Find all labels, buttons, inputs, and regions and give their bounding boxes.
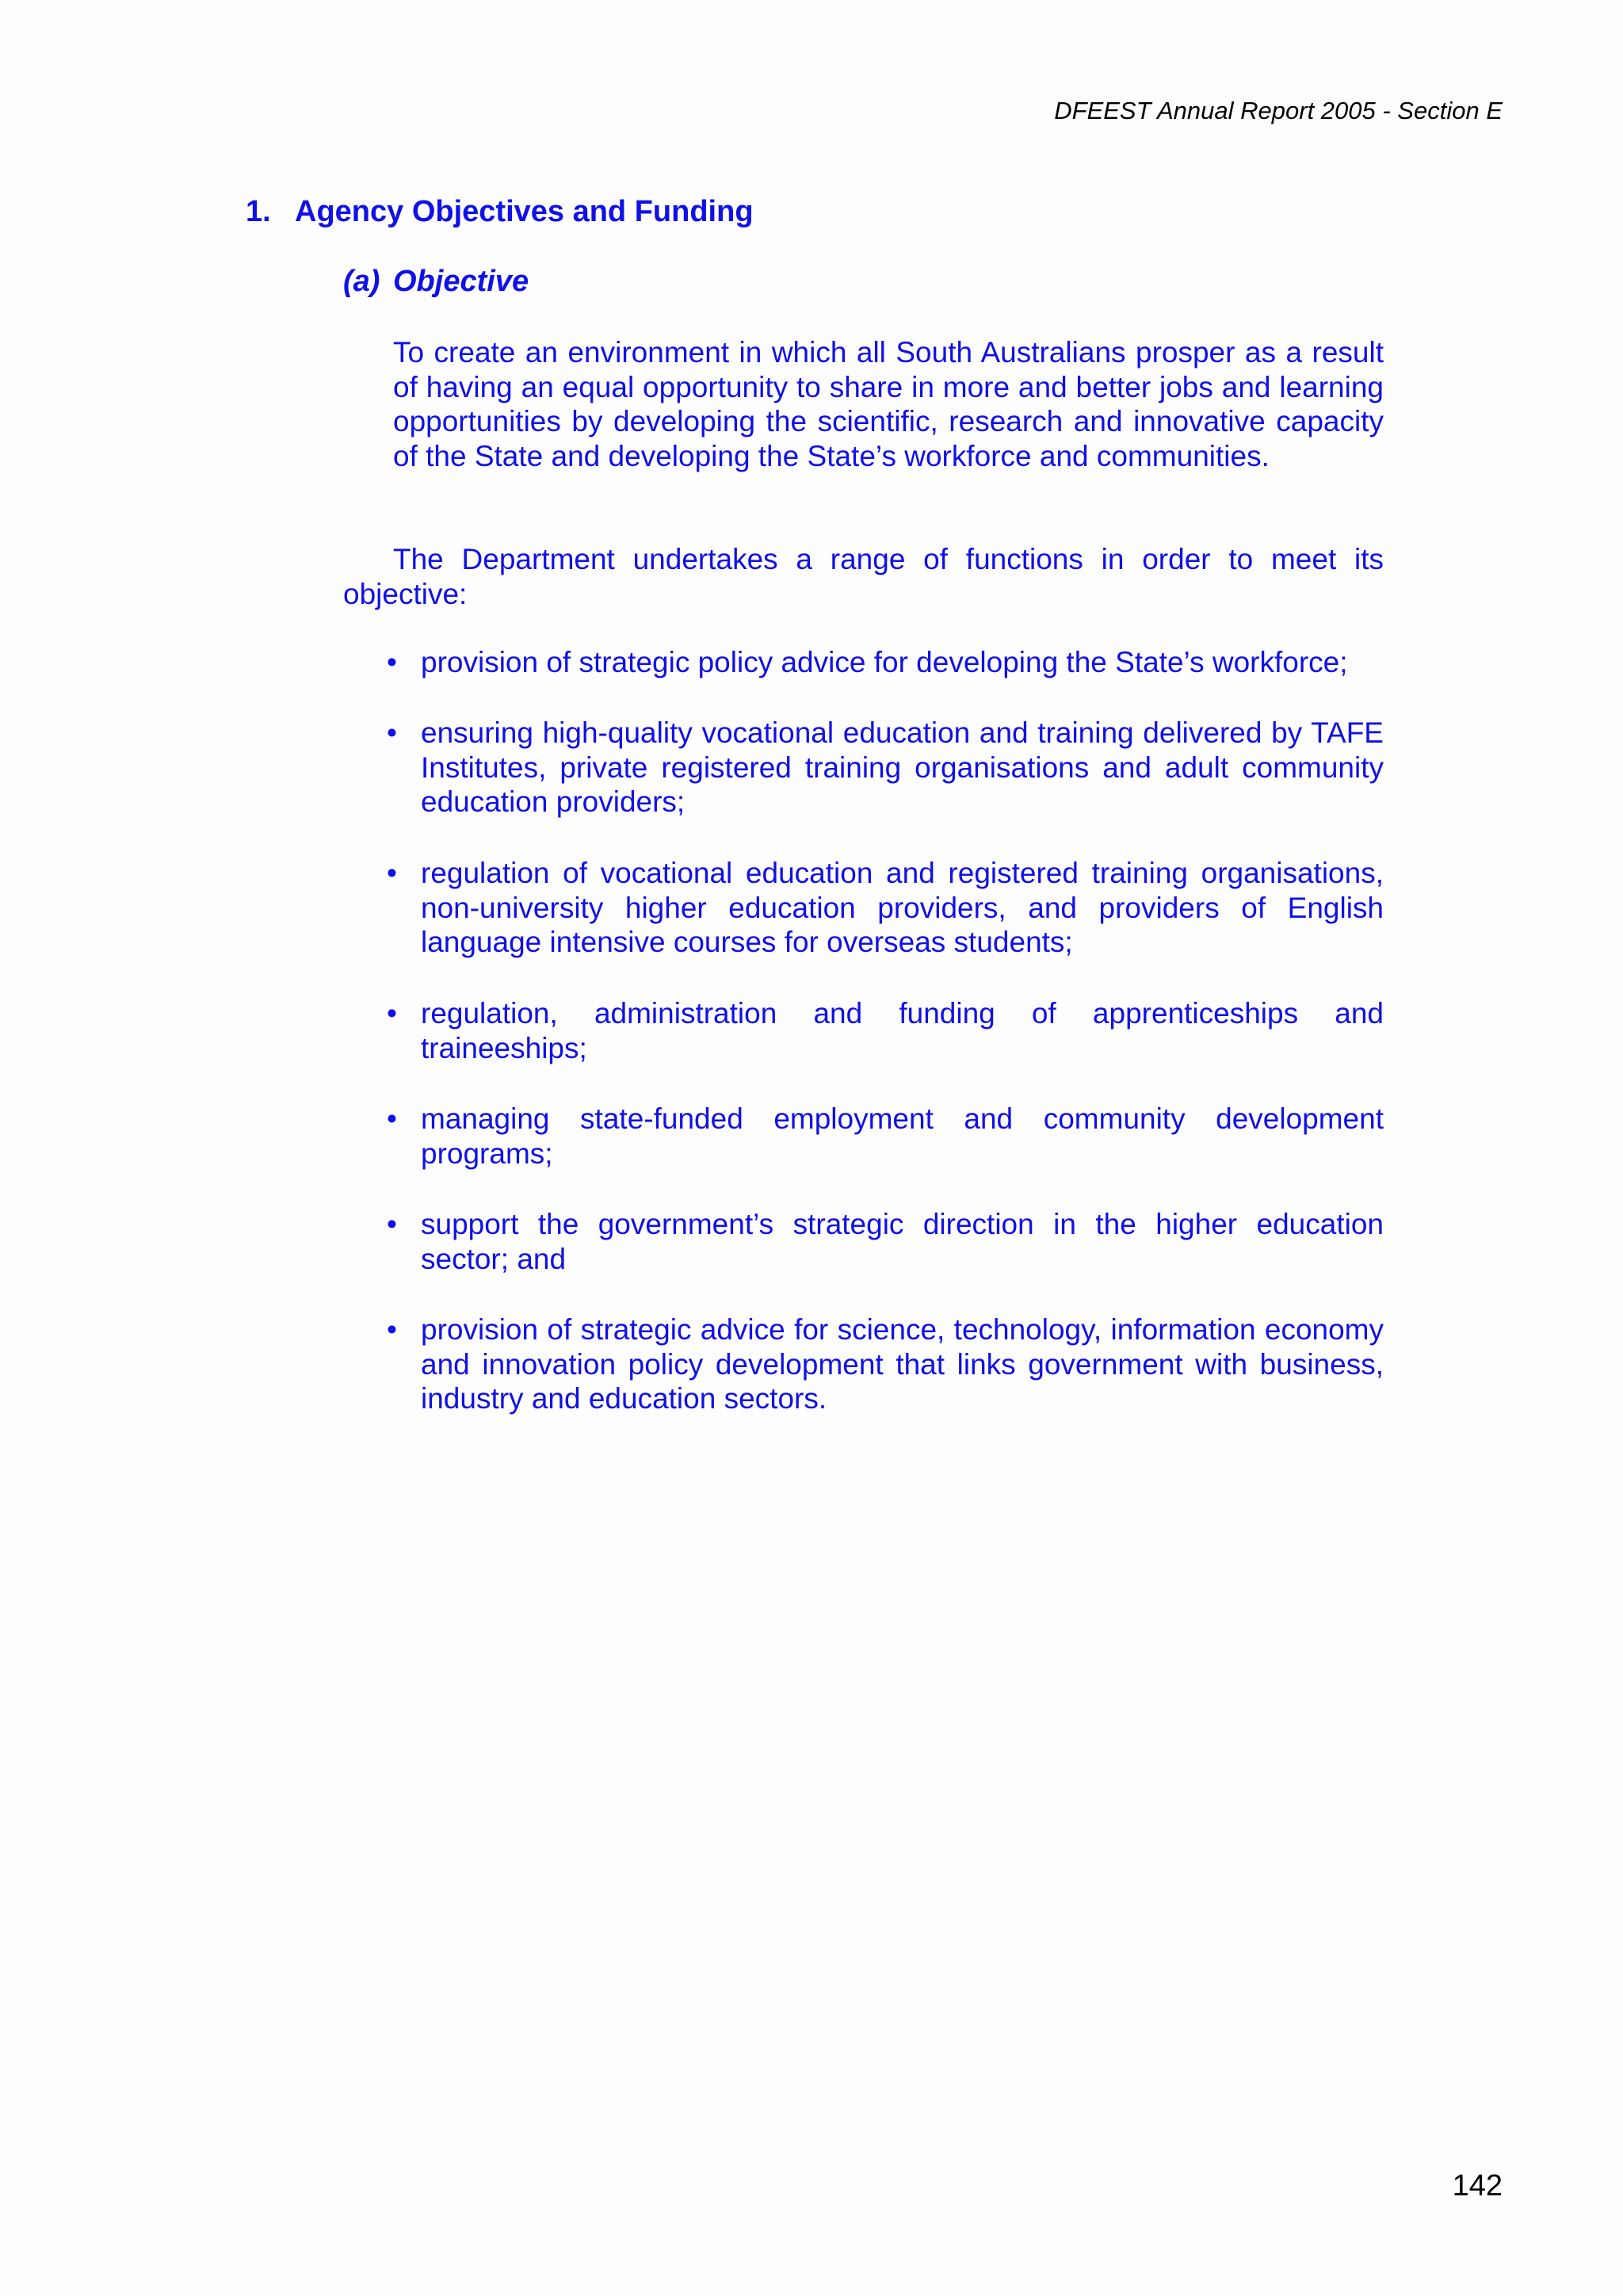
list-item — [387, 1312, 1384, 1416]
running-header: DFEEST Annual Report 2005 - Section E — [1054, 97, 1503, 124]
section-number: 1. — [246, 195, 271, 228]
list-item-text: managing state-funded employment and community development programs; — [421, 1102, 1384, 1170]
list-item-text: provision of strategic advice for science, technology, information economy and innovation policy development that links government with business, industry and education sectors. — [421, 1313, 1384, 1415]
list-item — [387, 856, 1384, 960]
objective-paragraph: To create an environment in which all South Australians prosper as a result of having an equal opportunity to share in more and better jobs and learning opportunities by developing the scientific, research and innovative capacity of the State and developing the State’s workforce and communities. — [393, 336, 1384, 472]
bullet-icon: • — [387, 997, 397, 1030]
subsection-heading — [343, 265, 529, 299]
list-item-text: support the government’s strategic direction in the higher education sector; and — [421, 1208, 1384, 1275]
bullet-icon: • — [387, 1102, 397, 1135]
subsection-label: (a) — [343, 265, 380, 298]
list-item — [387, 996, 1384, 1065]
page-number: 142 — [1452, 2169, 1503, 2202]
list-item — [387, 716, 1384, 819]
list-item-text: regulation, administration and funding of apprenticeships and traineeships; — [421, 997, 1384, 1064]
list-item — [387, 1102, 1384, 1171]
section-title: Agency Objectives and Funding — [295, 195, 754, 228]
list-item-text: regulation of vocational education and registered training organisations, non-university higher education providers, and providers of English language intensive courses for overseas students; — [421, 857, 1384, 959]
bullet-icon: • — [387, 857, 397, 889]
bullet-icon: • — [387, 716, 397, 749]
subsection-title: Objective — [393, 265, 529, 298]
bullet-icon: • — [387, 1208, 397, 1240]
bullet-icon: • — [387, 646, 397, 678]
list-item-text: ensuring high-quality vocational education and training delivered by TAFE Institutes, private registered training organisations and adult community education providers; — [421, 716, 1384, 819]
list-item — [387, 1207, 1384, 1276]
bullet-icon: • — [387, 1313, 397, 1346]
section-heading — [246, 195, 754, 229]
functions-intro-paragraph: The Department undertakes a range of functions in order to meet its objective: — [343, 543, 1384, 610]
list-item-text: provision of strategic policy advice for developing the State’s workforce; — [421, 646, 1348, 678]
list-item — [387, 645, 1384, 680]
